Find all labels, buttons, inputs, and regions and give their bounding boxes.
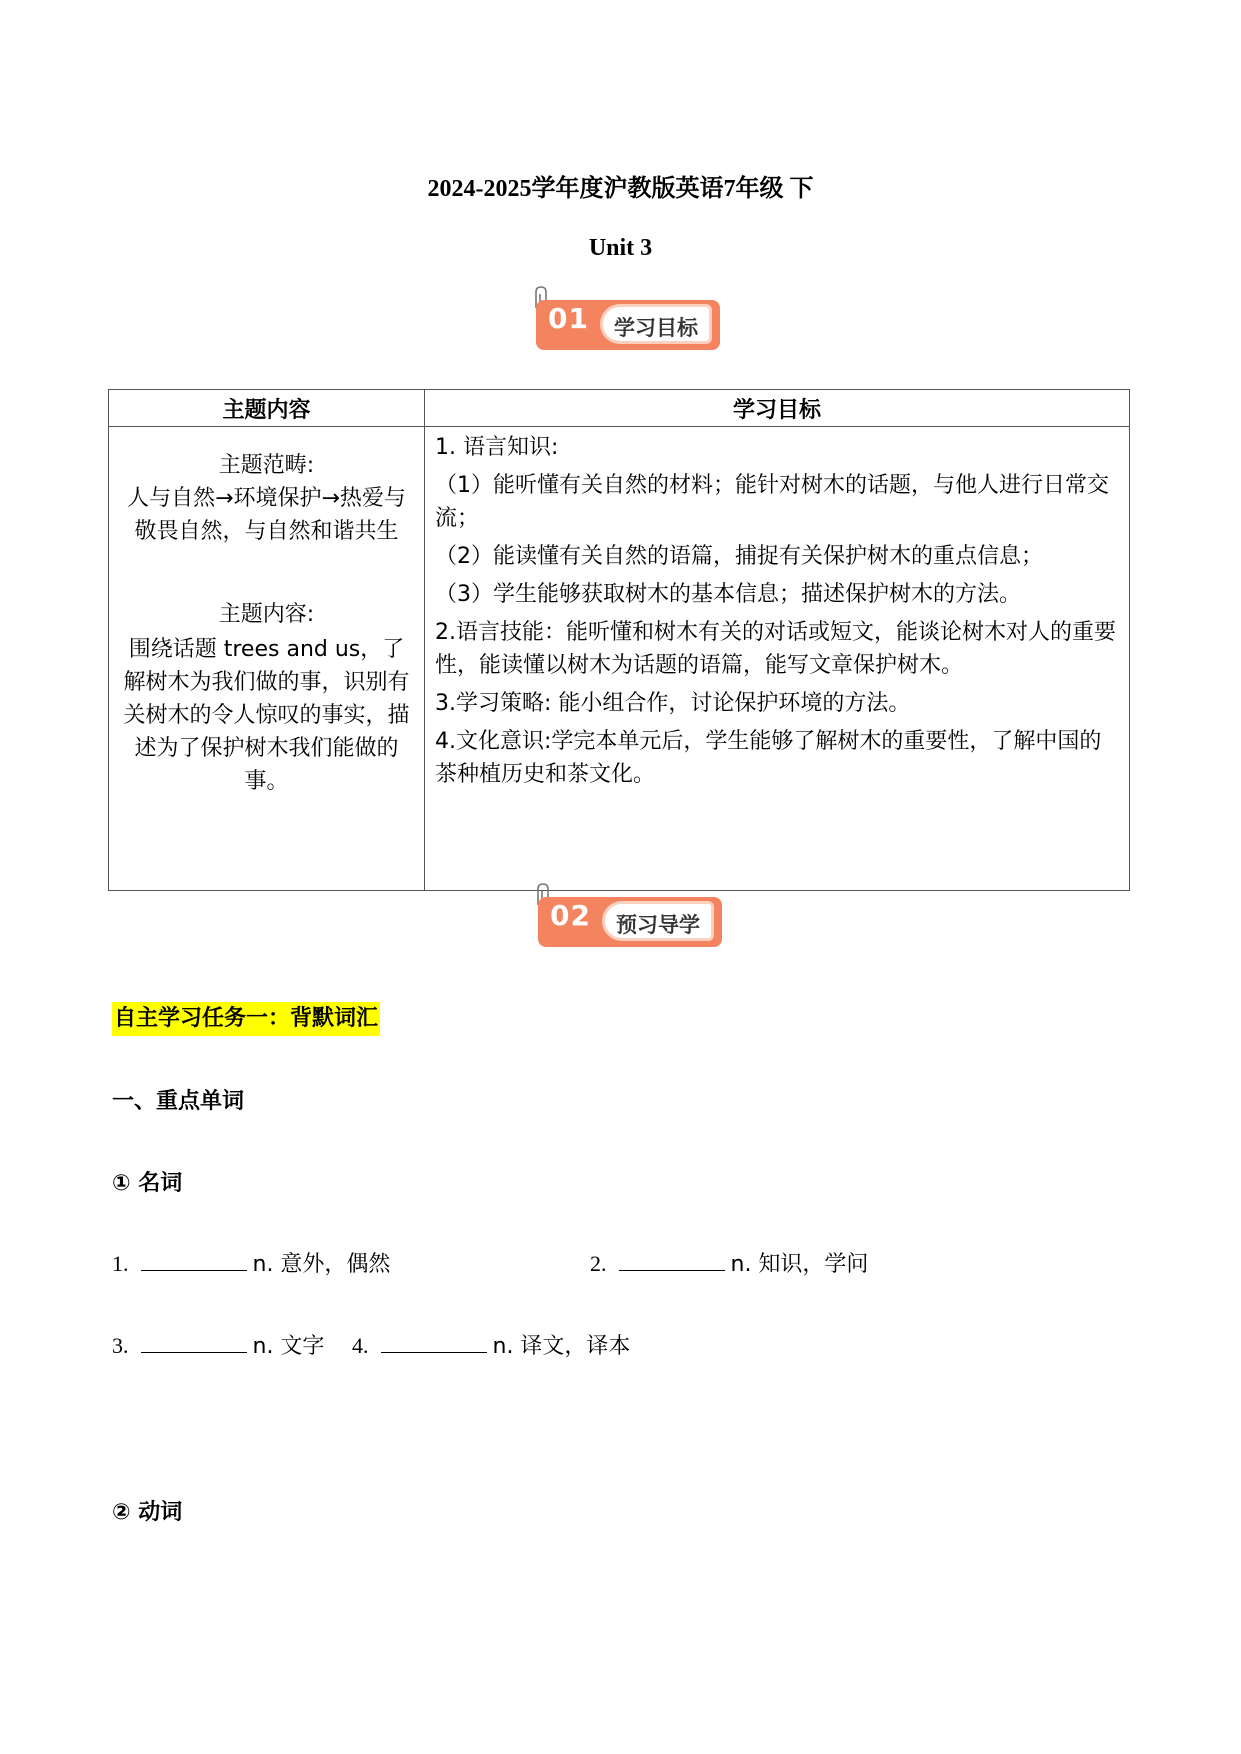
goal-item: 1. 语言知识:: [435, 435, 559, 460]
task-heading: 自主学习任务一：背默词汇: [112, 1002, 380, 1036]
goal-item: 4.文化意识:学完本单元后，学生能够了解树木的重要性，了解中国的茶种植历史和茶文化。: [435, 729, 1102, 787]
section-badge-preview: [538, 887, 728, 949]
goal-item: （3）学生能够获取树木的基本信息；描述保护树木的方法。: [435, 582, 1021, 607]
badge-label-pill: [600, 304, 712, 344]
vocab-item: [352, 1330, 630, 1362]
goal-item: （2）能读懂有关自然的语篇，捕捉有关保护树木的重点信息；: [435, 544, 1043, 569]
badge-number: 02: [550, 899, 591, 932]
unit-title: Unit 3: [588, 235, 653, 261]
badge-label-pill: [602, 901, 714, 941]
answer-blank[interactable]: [141, 1330, 247, 1353]
answer-blank[interactable]: [141, 1248, 247, 1271]
theme-content-label: 主题内容:: [218, 602, 315, 627]
item-number: 3.: [112, 1333, 129, 1358]
theme-cell: [109, 427, 425, 891]
nouns-heading: ① 名词: [112, 1171, 183, 1196]
item-meaning: n. 译文，译本: [492, 1334, 631, 1359]
answer-blank[interactable]: [619, 1248, 725, 1271]
table-header-row: [109, 390, 1130, 427]
vocab-item: [590, 1248, 868, 1280]
theme-scope-label: 主题范畴:: [218, 453, 315, 478]
goal-item: 2.语言技能：能听懂和树木有关的对话或短文，能谈论树木对人的重要性，能读懂以树木为话题的语篇，能写文章保护树木。: [435, 620, 1116, 678]
goal-item: （1）能听懂有关自然的材料；能针对树木的话题，与他人进行日常交流；: [435, 473, 1109, 531]
item-number: 2.: [590, 1251, 607, 1276]
item-meaning: n. 知识，学问: [730, 1252, 869, 1277]
section-badge-goals: [536, 290, 726, 352]
badge-label: 预习导学: [616, 913, 700, 937]
goals-cell: [425, 427, 1130, 891]
answer-blank[interactable]: [381, 1330, 487, 1353]
item-number: 1.: [112, 1251, 129, 1276]
theme-scope-text: 人与自然→环境保护→热爱与敬畏自然，与自然和谐共生: [127, 486, 406, 544]
item-meaning: n. 意外，偶然: [252, 1252, 391, 1277]
theme-content-text: 围绕话题 trees and us，了解树木为我们做的事，识别有关树木的令人惊叹的事实，描述为了保护树木我们能做的事。: [123, 637, 410, 794]
vocab-item: [112, 1330, 324, 1362]
vocab-item: [112, 1248, 390, 1280]
header-goals: 学习目标: [425, 390, 1130, 427]
badge-number: 01: [548, 302, 589, 335]
item-number: 4.: [352, 1333, 369, 1358]
badge-label: 学习目标: [614, 316, 698, 340]
header-theme: 主题内容: [109, 390, 425, 427]
document-title: 2024-2025学年度沪教版英语7年级 下: [427, 176, 814, 202]
table-row: [109, 427, 1130, 891]
verbs-heading: ② 动词: [112, 1500, 183, 1525]
item-meaning: n. 文字: [252, 1334, 325, 1359]
part-heading: 一、重点单词: [112, 1089, 245, 1114]
goal-item: 3.学习策略: 能小组合作，讨论保护环境的方法。: [435, 691, 911, 716]
goals-table: [108, 389, 1130, 891]
